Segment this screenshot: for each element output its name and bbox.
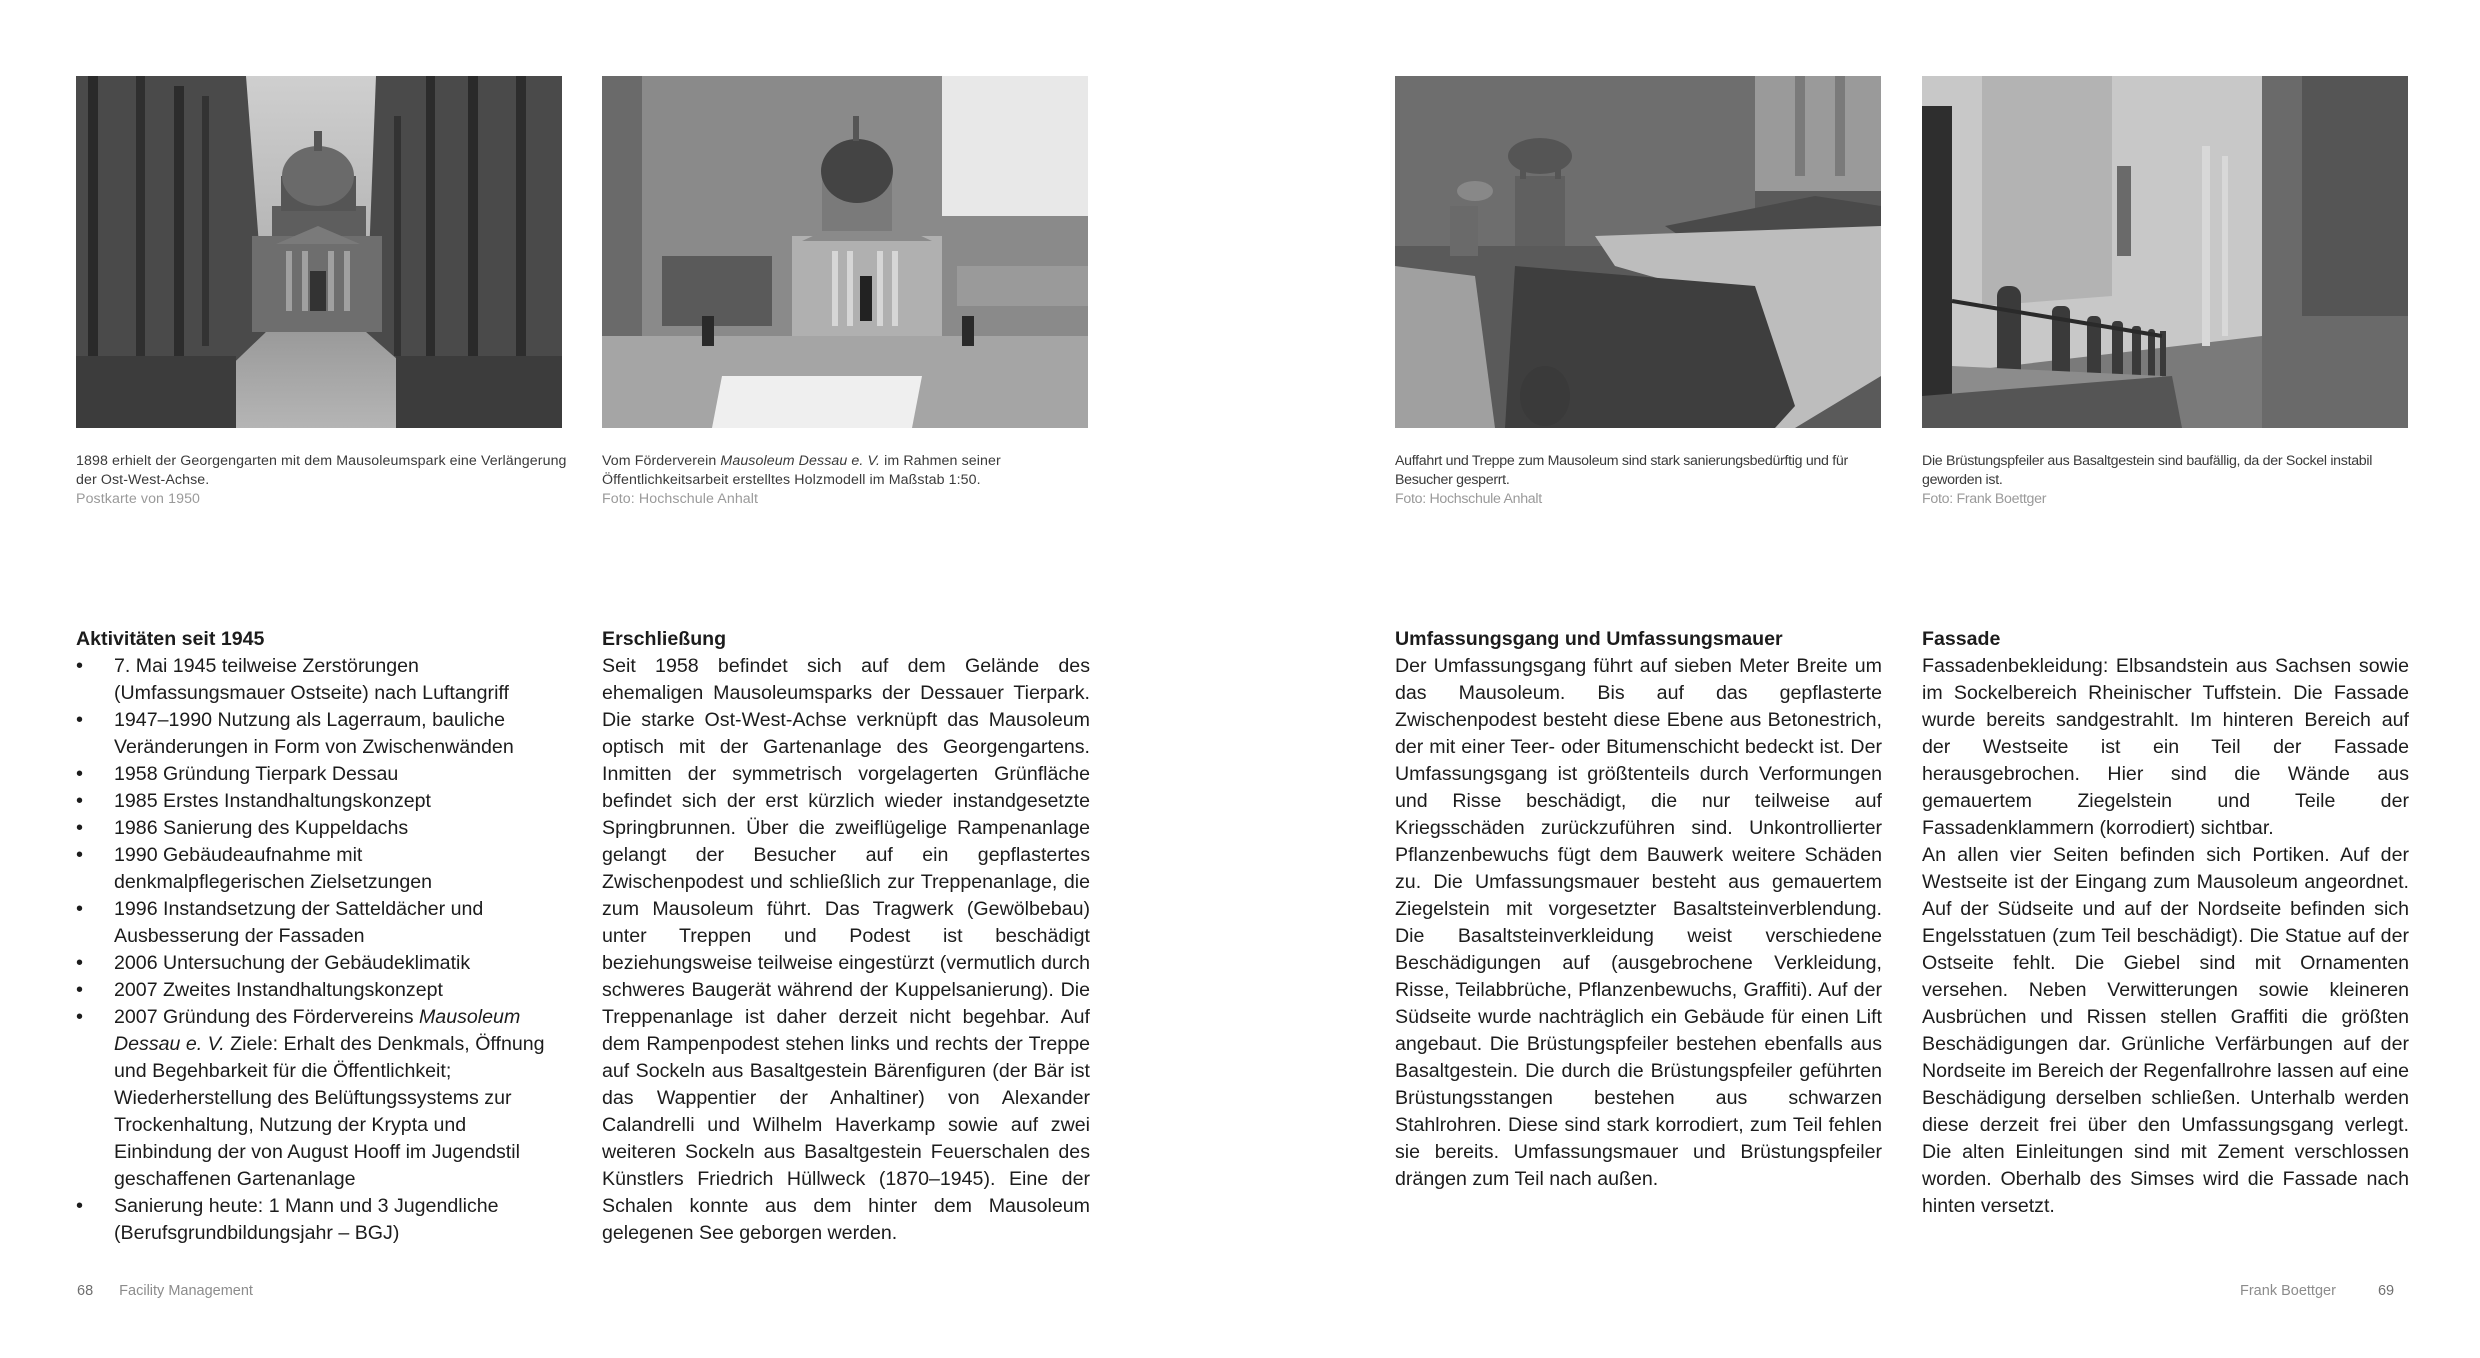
list-item: • 7. Mai 1945 teilweise Zerstörungen (Umfassungsmauer Ostseite) nach Luftangriff [76,653,556,707]
caption-text: Auffahrt und Treppe zum Mausoleum sind stark sanierungsbedürftig und für Besucher gesperrt. [1395,453,1848,488]
section-heading: Erschließung [602,628,727,650]
caption-text: 1898 erhielt der Georgengarten mit dem Mausoleumspark eine Verlängerung der Ost-West-Achse. [76,453,567,488]
section-heading: Umfassungsgang und Umfassungsmauer [1395,628,1783,650]
caption-text-post: im Rahmen seiner Öffentlichkeitsarbeit erstelltes Holzmodell im Maßstab 1:50. [602,453,1001,488]
list-item: • 1958 Gründung Tierpark Dessau [76,761,556,788]
left-page-footer [77,1283,253,1299]
right-page-footer [2240,1283,2394,1299]
list-item [76,1004,556,1193]
photo-mausoleum-avenue [76,76,562,428]
caption-text-pre: Vom Förderverein [602,453,721,469]
list-item: • 1986 Sanierung des Kuppeldachs [76,815,556,842]
photo-credit: Foto: Hochschule Anhalt [602,491,759,507]
section-activities [76,626,556,1247]
section-access [602,626,1090,1247]
caption-text: Die Brüstungspfeiler aus Basaltgestein sind baufällig, da der Sockel instabil geworden ist. [1922,453,2373,488]
photo-caption-3 [1395,452,1895,509]
photo-caption-2 [602,452,1102,509]
list-item: • 2007 Zweites Instandhaltungskonzept [76,977,556,1004]
page-number: 69 [2377,1283,2395,1299]
running-title: Facility Management [119,1283,253,1299]
list-item: • 1985 Erstes Instandhaltungskonzept [76,788,556,815]
activities-list [76,653,556,1247]
section-body: Seit 1958 befindet sich auf dem Gelände des ehemaligen Mausoleumsparks der Dessauer Tierpark. Die starke Ost-West-Achse verknüpft das Mausoleum optisch mit der Gartenanlage des Georgengartens. Inmitten der symmetrisch vorgelagerten Grünfläche befindet sich der erst kürzlich wieder instandgesetzte Springbrunnen. Über die zweiflügelige Rampenanlage gelangt der Besucher auf ein gepflastertes Zwischenpodest und schließlich zur Treppenanlage, die zum Mausoleum führt. Das Tragwerk (Gewölbebau) unter Treppen und Podest ist beschädigt beziehungsweise teilweise eingestürzt (vermutlich durch schweres Baugerät während der Kuppelsanierung). Die Treppenanlage ist daher derzeit nicht begehbar. Auf dem Rampenpodest stehen links und rechts der Treppe auf Sockeln aus Basaltgestein Bärenfiguren (der Bär ist das Wappentier der Anhaltiner) von Alexander Calandrelli und Wilhelm Haverkamp sowie auf zwei weiteren Sockeln aus Basaltgestein Feuerschalen des Künstlers Friedrich Hüllweck (1870–1945). Eine der Schalen konnte aus dem hinter dem Mausoleum gelegenen See geborgen werden. [602,655,1090,1244]
photo-ramp-stairs [1395,76,1881,428]
list-item: • 1947–1990 Nutzung als Lagerraum, bauliche Veränderungen in Form von Zwischenwänden [76,707,556,761]
wooden-model-image [602,76,1088,428]
ramp-stairs-image [1395,76,1881,428]
section-walkway-wall [1395,626,1882,1193]
running-title: Frank Boettger [2240,1283,2336,1299]
page-number: 68 [77,1283,94,1299]
photo-balustrade-pillars [1922,76,2408,428]
photo-wooden-model [602,76,1088,428]
caption-text-association: Mausoleum Dessau e. V. [720,453,881,469]
section-body-2: An allen vier Seiten befinden sich Portiken. Auf der Westseite ist der Eingang zum Mausoleum angeordnet. Auf der Südseite und auf der Nordseite befinden sich Engelsstatuen (zum Teil beschädigt). Die Statue auf der Ostseite fehlt. Die Giebel sind mit Ornamenten versehen. Neben Verwitterungen sowie kleineren Ausbrüchen und Rissen stellen Graffiti die größten Beschädigungen dar. Grünliche Verfärbungen auf der Nordseite im Bereich der Regenfallrohre lassen auf eine Beschädigung derselben schließen. Unterhalb werden diese derzeit frei über den Umfassungsgang verlegt. Die alten Einleitungen sind mit Zement verschlossen worden. Oberhalb des Simses wird die Fassade nach hinten versetzt. [1922,844,2409,1217]
photo-credit: Foto: Frank Boettger [1922,491,2047,507]
list-item-text-pre: 2007 Gründung des Fördervereins [114,1006,419,1028]
list-item: • 1996 Instandsetzung der Satteldächer und Ausbesserung der Fassaden [76,896,556,950]
section-facade [1922,626,2409,1220]
balustrade-pillars-image [1922,76,2408,428]
list-item: • 2006 Untersuchung der Gebäudeklimatik [76,950,556,977]
photo-caption-1 [76,452,576,509]
section-heading: Aktivitäten seit 1945 [76,628,265,650]
section-body-1: Fassadenbekleidung: Elbsandstein aus Sachsen sowie im Sockelbereich Rheinischer Tuffstein. Die Fassade wurde bereits sandgestrahlt. Im hinteren Bereich auf der Westseite ist ein Teil der Fassade herausgebrochen. Hier sind die Wände aus gemauertem Ziegelstein und Teile der Fassadenklammern (korrodiert) sichtbar. [1922,655,2409,839]
list-item: • Sanierung heute: 1 Mann und 3 Jugendliche (Berufsgrundbildungsjahr – BGJ) [76,1193,556,1247]
photo-caption-4 [1922,452,2422,509]
list-item-association: Mausoleum Dessau e. V. [114,1006,521,1055]
mausoleum-postcard-image [76,76,562,428]
section-heading: Fassade [1922,628,2001,650]
photo-credit: Foto: Hochschule Anhalt [1395,491,1542,507]
photo-credit: Postkarte von 1950 [76,491,201,507]
list-item: • 1990 Gebäudeaufnahme mit denkmalpflegerischen Zielsetzungen [76,842,556,896]
section-body: Der Umfassungsgang führt auf sieben Meter Breite um das Mausoleum. Bis auf das gepflasterte Zwischenpodest besteht diese Ebene aus Betonestrich, der mit einer Teer- oder Bitumenschicht bedeckt ist. Der Umfassungsgang ist größtenteils durch Verformungen und Risse beschädigt, die nur teilweise auf Kriegsschäden zurückzuführen sind. Unkontrollierter Pflanzenbewuchs fügt dem Bauwerk weitere Schäden zu. Die Umfassungsmauer besteht aus gemauertem Ziegelstein mit vorgesetzter Basaltsteinverblendung. Die Basaltsteinverkleidung weist verschiedene Beschädigungen auf (ausgebrochene Verkleidung, Risse, Teilabbrüche, Pflanzenbewuchs, Graffiti). Auf der Südseite wurde nachträglich ein Gebäude für einen Lift angebaut. Die Brüstungspfeiler bestehen ebenfalls aus Basaltgestein. Die durch die Brüstungspfeiler geführten Brüstungsstangen bestehen aus schwarzen Stahlrohren. Diese sind stark korrodiert, zum Teil fehlen sie bereits. Umfassungsmauer und Brüstungspfeiler drängen zum Teil nach außen. [1395,655,1882,1190]
list-item-text-post: Ziele: Erhalt des Denkmals, Öffnung und Begehbarkeit für die Öffentlichkeit; Wiederherstellung des Belüftungssystems zur Trockenhaltung, Nutzung der Krypta und Einbindung der von August Hooff im Jugendstil geschaffenen Gartenanlage [114,1033,545,1190]
